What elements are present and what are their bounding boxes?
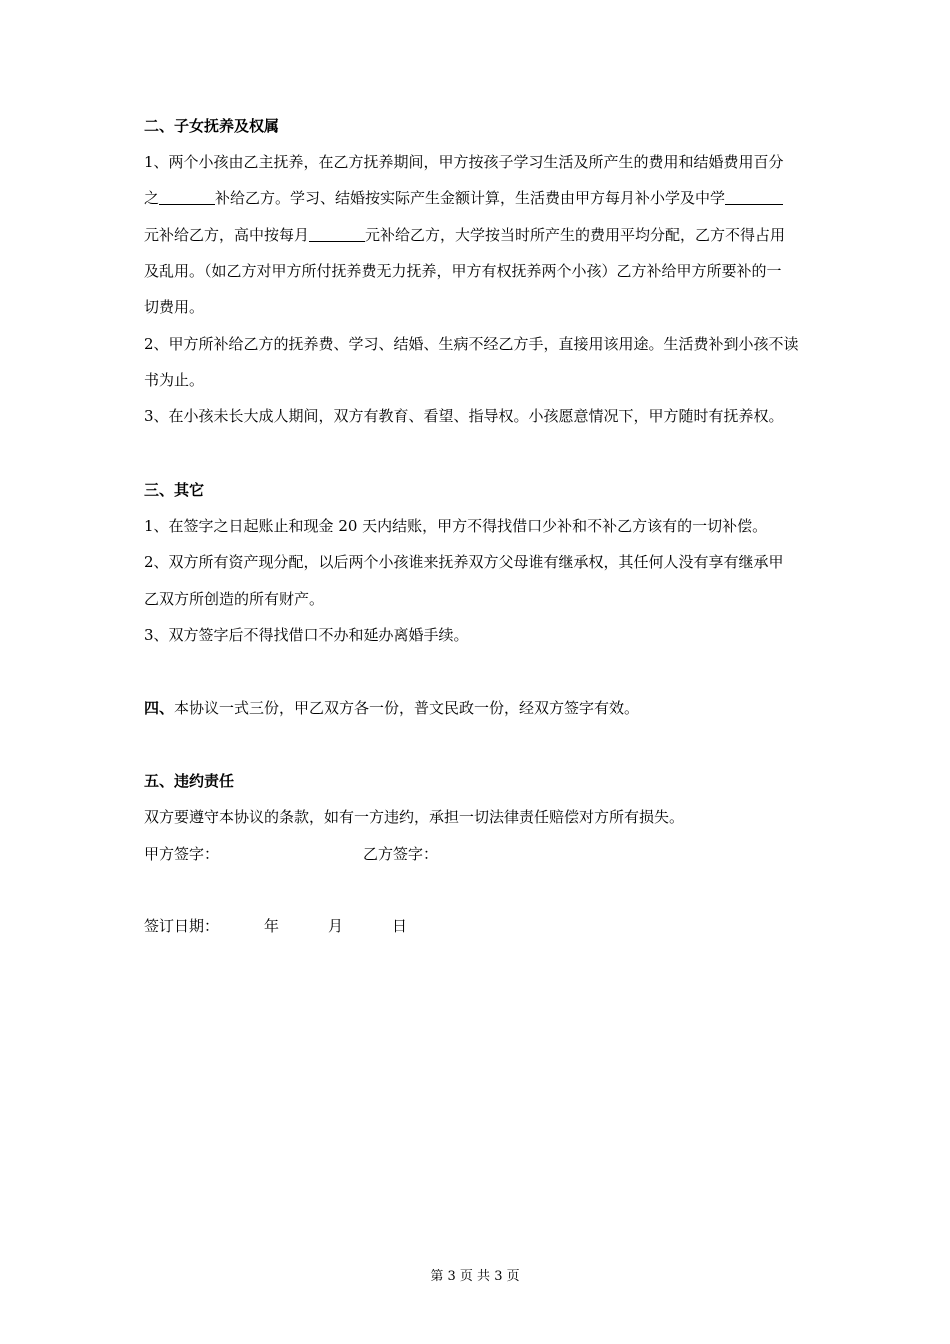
clause-3-2-line-1: 2、双方所有资产现分配，以后两个小孩谁来抚养双方父母谁有继承权，其任何人没有享有继承甲	[144, 553, 784, 571]
date-day-label: 日	[392, 917, 408, 935]
clause-4	[144, 698, 639, 718]
page-number-footer: 第 3 页 共 3 页	[430, 1269, 520, 1284]
percentage-blank	[159, 190, 215, 205]
clause-3-2-line-2: 乙双方所创造的所有财产。	[144, 590, 325, 608]
clause-2-1-line-2	[144, 188, 783, 208]
high-school-amount-blank	[309, 227, 365, 242]
clause-2-1-line-3	[144, 225, 785, 245]
party-a-signature-label: 甲方签字：	[144, 845, 220, 863]
clause-2-1-line-5: 切费用。	[144, 298, 205, 316]
clause-2-2-line-1: 2、甲方所补给乙方的抚养费、学习、结婚、生病不经乙方手，直接用该用途。生活费补到小孩不读	[144, 335, 799, 353]
monthly-amount-blank	[725, 190, 783, 205]
party-b-signature-label: 乙方签字：	[363, 845, 439, 863]
clause-2-3: 3、在小孩未长大成人期间，双方有教育、看望、指导权。小孩愿意情况下，甲方随时有抚养权。	[144, 407, 784, 425]
clause-2-2-line-2: 书为止。	[144, 371, 205, 389]
clause-2-1-line-1: 1、两个小孩由乙主抚养，在乙方抚养期间，甲方按孩子学习生活及所产生的费用和结婚费用百分	[144, 153, 784, 171]
date-month-label: 月	[328, 917, 344, 935]
signing-date-label: 签订日期：	[144, 917, 220, 935]
clause-2-1-line-4: 及乱用。（如乙方对甲方所付抚养费无力抚养，甲方有权抚养两个小孩）乙方补给甲方所要补的一	[144, 262, 782, 280]
clause-text: 之	[144, 189, 160, 207]
clause-text: 本协议一式三份，甲乙双方各一份，普文民政一份，经双方签字有效。	[174, 699, 640, 717]
clause-text: 元补给乙方，大学按当时所产生的费用平均分配，乙方不得占用	[365, 226, 786, 244]
clause-text: 补给乙方。学习、结婚按实际产生金额计算，生活费由甲方每月补小学及中学	[215, 189, 726, 207]
date-year-label: 年	[264, 917, 280, 935]
clause-3-1: 1、在签字之日起账止和现金 20 天内结账，甲方不得找借口少补和不补乙方该有的一切补偿。	[144, 517, 768, 535]
section-heading-liability: 五、违约责任	[144, 772, 235, 790]
clause-5-text: 双方要遵守本协议的条款，如有一方违约，承担一切法律责任赔偿对方所有损失。	[144, 808, 685, 826]
clause-text: 元补给乙方，高中按每月	[144, 226, 310, 244]
section-heading-other: 三、其它	[144, 481, 205, 499]
section-heading-child-custody: 二、子女抚养及权属	[144, 117, 280, 135]
clause-3-3: 3、双方签字后不得找借口不办和延办离婚手续。	[144, 626, 469, 644]
section-heading-copies: 四、	[144, 699, 175, 717]
